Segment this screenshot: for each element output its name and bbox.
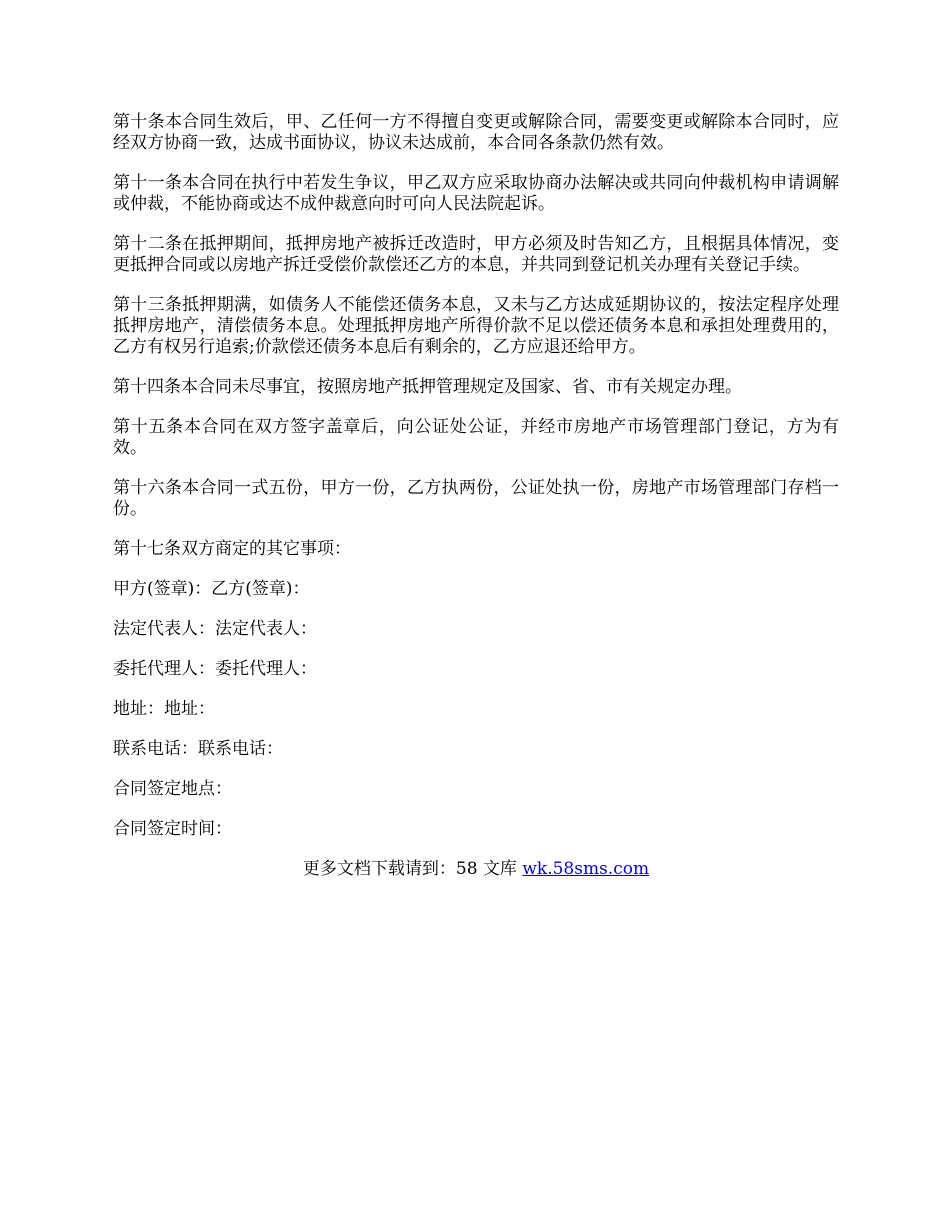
clause-12: 第十二条在抵押期间，抵押房地产被拆迁改造时，甲方必须及时告知乙方，且根据具体情况，变更抵押合同或以房地产拆迁受偿价款偿还乙方的本息，并共同到登记机关办理有关登记手续。 <box>113 234 839 275</box>
signature-field: 甲方(签章)：乙方(签章)： <box>113 579 310 599</box>
legal-representative-field: 法定代表人：法定代表人： <box>113 619 317 639</box>
signing-place-field: 合同签定地点： <box>113 779 232 799</box>
phone-field: 联系电话：联系电话： <box>113 739 283 759</box>
clause-17: 第十七条双方商定的其它事项： <box>113 539 351 559</box>
clause-16: 第十六条本合同一式五份，甲方一份，乙方执两份，公证处执一份，房地产市场管理部门存档一份。 <box>113 478 839 519</box>
document-page <box>113 112 839 880</box>
clause-14: 第十四条本合同未尽事宜，按照房地产抵押管理规定及国家、省、市有关规定办理。 <box>113 377 742 397</box>
clause-10: 第十条本合同生效后，甲、乙任何一方不得擅自变更或解除合同，需要变更或解除本合同时，应经双方协商一致，达成书面协议，协议未达成前，本合同各条款仍然有效。 <box>113 112 839 153</box>
footer-link[interactable]: wk.58sms.com <box>522 859 650 879</box>
clause-11: 第十一条本合同在执行中若发生争议，甲乙双方应采取协商办法解决或共同向仲裁机构申请调解或仲裁，不能协商或达不成仲裁意向时可向人民法院起诉。 <box>113 173 839 214</box>
clause-13: 第十三条抵押期满，如债务人不能偿还债务本息，又未与乙方达成延期协议的，按法定程序处理抵押房地产，清偿债务本息。处理抵押房地产所得价款不足以偿还债务本息和承担处理费用的，乙方有权另行追索;价款偿还债务本息后有剩余的，乙方应退还给甲方。 <box>113 295 839 357</box>
footer-text: 更多文档下载请到：58 文库 <box>302 859 523 879</box>
clause-15: 第十五条本合同在双方签字盖章后，向公证处公证，并经市房地产市场管理部门登记，方为有效。 <box>113 417 839 458</box>
address-field: 地址：地址： <box>113 699 215 719</box>
footer <box>113 859 839 880</box>
signing-time-field: 合同签定时间： <box>113 819 232 839</box>
authorized-agent-field: 委托代理人：委托代理人： <box>113 659 317 679</box>
